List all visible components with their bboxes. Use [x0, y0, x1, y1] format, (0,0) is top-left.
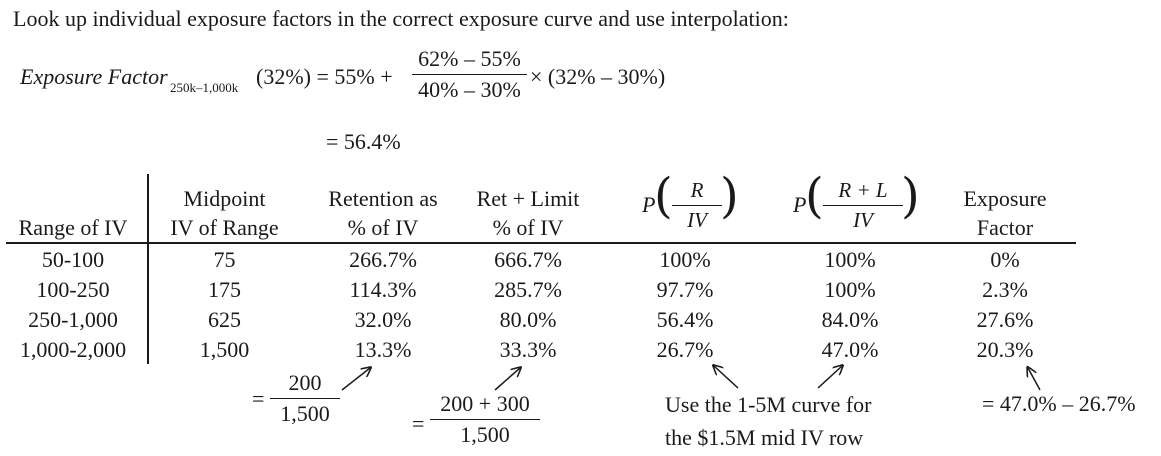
header-retlimit-line1: Ret + Limit — [476, 186, 580, 211]
retention-note-fraction — [270, 370, 340, 427]
header-factor-line1: Exposure — [963, 186, 1047, 211]
left-paren: ( — [654, 168, 673, 224]
retlimit-note-denominator: 1,500 — [460, 422, 510, 447]
header-midpoint-line1: Midpoint — [183, 186, 266, 211]
curve-note-line2: the $1.5M mid IV row — [665, 425, 864, 450]
header-p-symbol: P — [642, 192, 656, 217]
cell-retlimit: 285.7% — [494, 277, 562, 302]
header-retention-line2: % of IV — [347, 215, 419, 240]
cell-p-rl: 100% — [824, 277, 876, 302]
cell-p-r: 97.7% — [656, 277, 714, 302]
cell-range: 250-1,000 — [28, 307, 118, 332]
formula-frac-numerator: 62% – 55% — [418, 46, 521, 71]
cell-p-r: 100% — [659, 247, 711, 272]
arrow-retention — [342, 368, 370, 390]
formula-rhs-tail: × (32% – 30%) — [530, 64, 666, 89]
arrow-retlimit — [495, 368, 520, 390]
header-retlimit-line2: % of IV — [492, 215, 564, 240]
retention-note-numerator: 200 — [288, 370, 322, 395]
cell-retlimit: 80.0% — [499, 307, 557, 332]
arrow-p-r — [714, 366, 738, 388]
cell-retention: 266.7% — [349, 247, 417, 272]
header-p2-numerator: R + L — [838, 178, 888, 202]
header-p-symbol: P — [793, 192, 807, 217]
cell-retention: 13.3% — [354, 337, 412, 362]
arrow-factor — [1028, 368, 1040, 390]
formula-result: = 56.4% — [326, 129, 401, 154]
arrow-p-rl — [818, 366, 842, 388]
cell-retlimit: 666.7% — [494, 247, 562, 272]
cell-range: 100-250 — [36, 277, 110, 302]
cell-factor: 0% — [990, 247, 1020, 272]
header-midpoint-line2: IV of Range — [170, 215, 279, 240]
retention-note-denominator: 1,500 — [280, 401, 330, 426]
cell-factor: 20.3% — [976, 337, 1034, 362]
cell-retention: 32.0% — [354, 307, 412, 332]
cell-midpoint: 625 — [208, 307, 241, 332]
cell-p-rl: 84.0% — [821, 307, 879, 332]
formula-lhs-subscript: 250k–1,000k — [170, 80, 239, 95]
header-p1-denominator: IV — [687, 208, 707, 232]
right-paren: ) — [901, 168, 920, 224]
cell-range: 50-100 — [41, 247, 105, 272]
cell-midpoint: 1,500 — [199, 337, 250, 362]
curve-note-line1: Use the 1-5M curve for — [665, 392, 872, 417]
cell-retlimit: 33.3% — [499, 337, 557, 362]
cell-range: 1,000-2,000 — [19, 337, 127, 362]
fraction-bar — [430, 419, 540, 420]
header-range-of-iv: Range of IV — [18, 215, 128, 240]
header-factor-line2: Factor — [976, 215, 1034, 240]
formula-frac-denominator: 40% – 30% — [418, 77, 521, 102]
formula-lhs-name: Exposure Factor — [20, 64, 168, 89]
cell-p-rl: 47.0% — [821, 337, 879, 362]
factor-note: = 47.0% – 26.7% — [982, 391, 1136, 416]
right-paren: ) — [720, 168, 739, 224]
header-retention-line1: Retention as — [328, 186, 438, 211]
header-p1-numerator: R — [690, 178, 704, 202]
fraction-bar — [270, 398, 340, 399]
cell-factor: 27.6% — [976, 307, 1034, 332]
left-paren: ( — [805, 168, 824, 224]
retlimit-note-numerator: 200 + 300 — [440, 391, 530, 416]
retlimit-note-equals: = — [412, 411, 425, 436]
instruction-text: Look up individual exposure factors in the correct exposure curve and use interpolation: — [13, 6, 789, 31]
header-p2-denominator: IV — [853, 208, 873, 232]
cell-p-r: 56.4% — [656, 307, 714, 332]
cell-factor: 2.3% — [982, 277, 1028, 302]
cell-p-rl: 100% — [824, 247, 876, 272]
cell-midpoint: 175 — [208, 277, 241, 302]
formula-lhs-arg: (32%) = 55% + — [256, 64, 393, 89]
retention-note-equals: = — [252, 386, 265, 411]
cell-midpoint: 75 — [213, 247, 236, 272]
retlimit-note-fraction — [430, 391, 540, 448]
cell-p-r: 26.7% — [656, 337, 714, 362]
cell-retention: 114.3% — [349, 277, 417, 302]
